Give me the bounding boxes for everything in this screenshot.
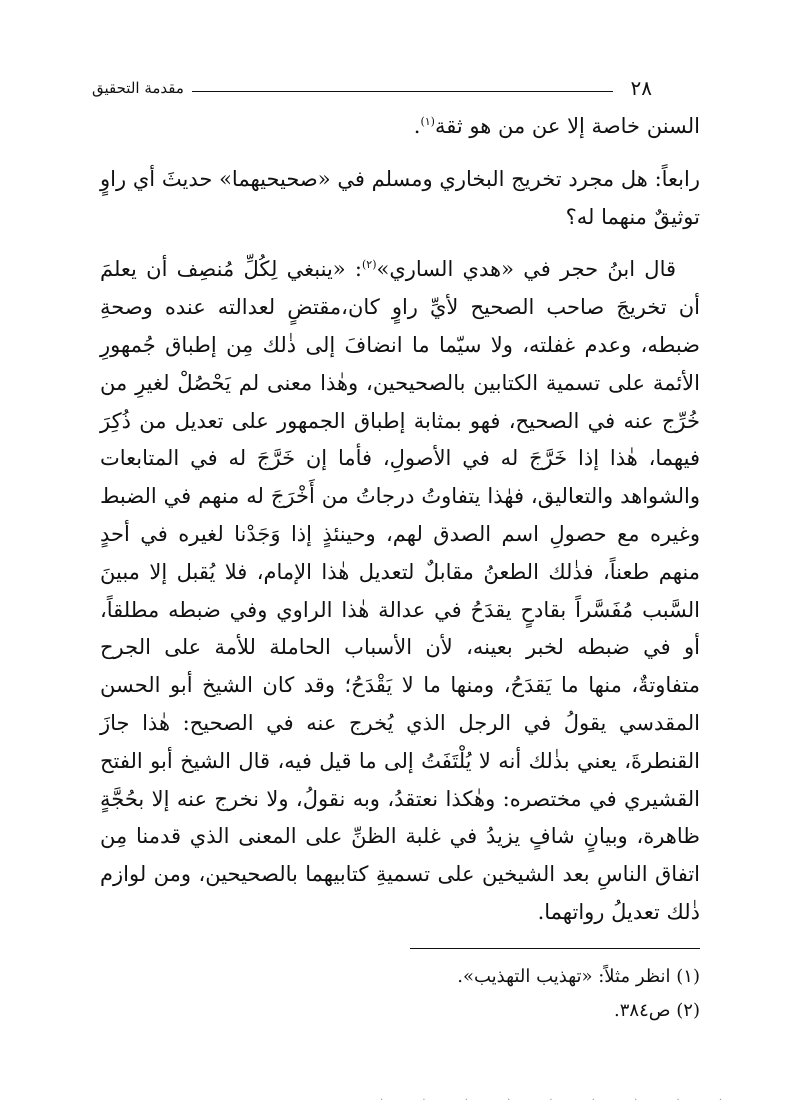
paragraph-text-lead: قال ابنُ حجر في «هدي الساري»: [376, 257, 677, 282]
footnote-2: (٢) ص٣٨٤.: [614, 1000, 700, 1021]
paragraph-text: رابعاً: هل مجرد تخريج البخاري ومسلم في «صحيحيهما» حديثَ أي راوٍ توثيقٌ منهما له؟: [100, 166, 700, 229]
footnote-reference: (١): [420, 115, 435, 128]
paragraph-quotation: [100, 251, 700, 931]
paragraph-continuation: [100, 108, 700, 146]
footnote-separator: [410, 948, 700, 949]
footnote-reference: (٢): [361, 258, 377, 272]
page-number: ٢٨: [630, 76, 652, 100]
page-header: [92, 74, 652, 102]
paragraph-fourth-point: [100, 161, 700, 237]
main-text: [100, 108, 700, 932]
header-rule: [192, 91, 613, 92]
footnote-1: (١) انظر مثلاً: «تهذيب التهذيب».: [457, 966, 700, 987]
paragraph-tail: .: [413, 114, 421, 138]
paragraph-text-quote: : «ينبغي لِكُلِّ مُنصِف أن يعلمَ أن تخريجَ صاحب الصحيح لأيِّ راوٍ كان،مقتضٍ لعدالته عنده وصحةِ ضبطه، وعدم غفلته، ولا سيّما ما انضافَ إلى ذٰلك مِن إطباق جُمهورِ الأئمة على تسمية الكتابين بالصحيحين، وهٰذا معنى لم يَحْصُلْ لغيرِ من خُرِّج عنه في الصحيح، فهو بمثابة إطباق الجمهور على تعديل من ذُكِرَ فيهما، هٰذا إذا خَرَّجَ له في الأصولِ، فأما إن خَرَّجَ له في المتابعات والشواهد والتعاليق، فهٰذا يتفاوتُ درجاتُ من أَخْرَجَ له منهم في الضبط وغيره مع حصولِ اسم الصدق لهم، وحينئذٍ إذا وَجَدْنا لغيره في أحدٍ منهم طعناً، فذٰلك الطعنُ مقابلٌ لتعديل هٰذا الإمام، فلا يُقبل إلا مبينَ السَّبب مُفَسَّراً بقادحٍ يقدَحُ في عدالة هٰذا الراوي وفي ضبطه مطلقاً، أو في ضبطه لخبر بعينه، لأن الأسباب الحاملة للأمة على الجرح متفاوتةٌ، منها ما يَقدَحُ، ومنها ما لا يَقْدَحُ؛ وقد كان الشيخ أبو الحسن المقدسي يقولُ في الرجل الذي يُخرج عنه في الصحيح: هٰذا جازَ القنطرةَ، يعني بذٰلك أنه لا يُلْتَفَتُ إلى ما قيل فيه، قال الشيخ أبو الفتح القشيري في مختصره: وهٰكذا نعتقدُ، وبه نقولُ، ولا نخرج عنه إلا بحُجَّةٍ ظاهرة، وبيانٍ شافٍ يزيدُ في غلبة الظنِّ على المعنى الذي قدمنا مِن اتفاق الناسِ بعد الشيخين على تسميةِ كتابيهما بالصحيحين، ومن لوازم ذٰلك تعديلُ رواتهما.: [100, 257, 700, 924]
scan-specks: · · · · · · · · ·: [380, 1095, 741, 1106]
running-title: مقدمة التحقيق: [92, 79, 184, 97]
paragraph-text: السنن خاصة إلا عن من هو ثقة: [434, 114, 700, 138]
footnotes: [300, 960, 700, 1028]
